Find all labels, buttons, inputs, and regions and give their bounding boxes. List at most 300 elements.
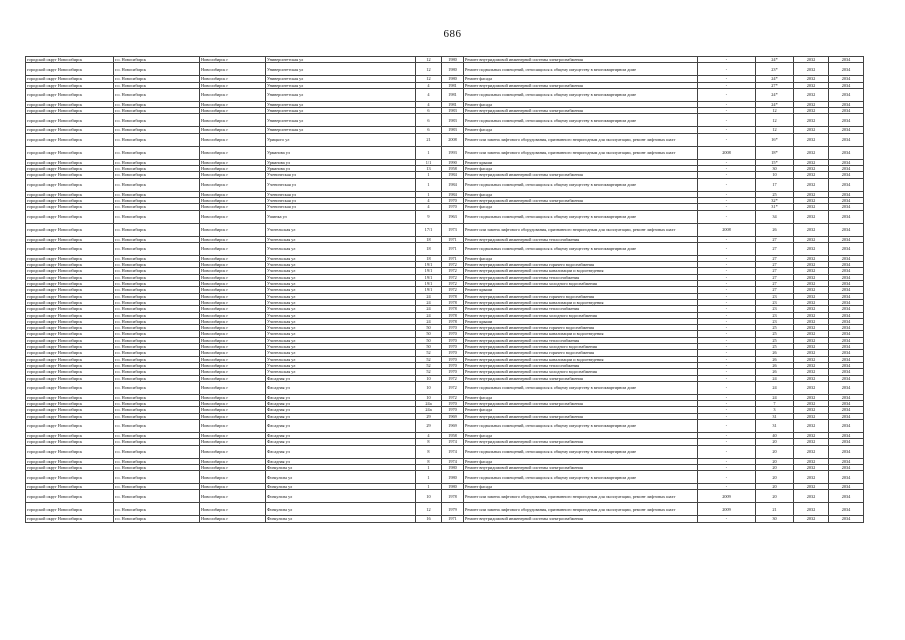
street-cell: Ученическая ул (266, 204, 416, 210)
plan-start-cell: 2032 (794, 197, 829, 203)
wear-cell: 10 (756, 172, 794, 178)
wear-cell: 12 (756, 127, 794, 133)
plan-end-cell: 2034 (829, 108, 864, 114)
work-type-cell: Ремонт подвальных помещений, относящихся к общему имуществу в многоквартирном доме (464, 419, 698, 432)
wear-cell: 26 (756, 369, 794, 375)
street-cell: Фасадная ул (266, 413, 416, 419)
year-built-cell: 1970 (442, 197, 464, 203)
year-built-cell: 1981 (442, 88, 464, 101)
municipality-cell: городской округ Новосибирск (26, 82, 114, 88)
municipality-cell: городской округ Новосибирск (26, 331, 114, 337)
last-repair-cell: - (698, 88, 756, 101)
street-cell: Урицкого ул (266, 133, 416, 146)
plan-end-cell: 2034 (829, 419, 864, 432)
work-type-cell: Ремонт подвальных помещений, относящихся к общему имуществу в многоквартирном доме (464, 63, 698, 76)
district-cell: г.о. Новосибирск (114, 419, 200, 432)
table-row (26, 419, 864, 432)
district-cell: г.о. Новосибирск (114, 166, 200, 172)
work-type-cell: Ремонт внутридомовой инженерной системы электроснабжения (464, 172, 698, 178)
plan-start-cell: 2032 (794, 413, 829, 419)
street-cell: Учительская ул (266, 362, 416, 368)
plan-end-cell: 2034 (829, 191, 864, 197)
plan-start-cell: 2032 (794, 236, 829, 242)
house-number-cell: 13 (416, 166, 442, 172)
municipality-cell: городской округ Новосибирск (26, 223, 114, 236)
district-cell: г.о. Новосибирск (114, 101, 200, 107)
year-built-cell: 1970 (442, 337, 464, 343)
wear-cell: 17 (756, 178, 794, 191)
district-cell: г.о. Новосибирск (114, 172, 200, 178)
year-built-cell: 1971 (442, 255, 464, 261)
last-repair-cell: - (698, 281, 756, 287)
work-type-cell: Ремонт внутридомовой инженерной системы канализации и водоотведения (464, 331, 698, 337)
table-row (26, 133, 864, 146)
municipality-cell: городской округ Новосибирск (26, 191, 114, 197)
last-repair-cell: - (698, 419, 756, 432)
table-row (26, 490, 864, 503)
municipality-cell: городской округ Новосибирск (26, 166, 114, 172)
house-number-cell: 8 (416, 439, 442, 445)
street-cell: Университетская ул (266, 127, 416, 133)
municipality-cell: городской округ Новосибирск (26, 394, 114, 400)
district-cell: г.о. Новосибирск (114, 325, 200, 331)
plan-end-cell: 2034 (829, 344, 864, 350)
plan-end-cell: 2034 (829, 362, 864, 368)
wear-cell: 30 (756, 166, 794, 172)
wear-cell: 30 (756, 516, 794, 522)
wear-cell: 15* (756, 159, 794, 165)
city-cell: Новосибирск г (200, 159, 266, 165)
city-cell: Новосибирск г (200, 337, 266, 343)
year-built-cell: 1978 (442, 312, 464, 318)
district-cell: г.о. Новосибирск (114, 369, 200, 375)
street-cell: Ученическая ул (266, 172, 416, 178)
municipality-cell: городской округ Новосибирск (26, 516, 114, 522)
last-repair-cell: - (698, 439, 756, 445)
street-cell: Учительская ул (266, 281, 416, 287)
table-row (26, 88, 864, 101)
year-built-cell: 1972 (442, 281, 464, 287)
city-cell: Новосибирск г (200, 281, 266, 287)
plan-start-cell: 2032 (794, 401, 829, 407)
last-repair-cell: - (698, 262, 756, 268)
wear-cell: 20 (756, 471, 794, 484)
wear-cell: 27 (756, 281, 794, 287)
street-cell: Ученическая ул (266, 191, 416, 197)
plan-start-cell: 2032 (794, 287, 829, 293)
house-number-cell: 12 (416, 503, 442, 516)
house-number-cell: 12 (416, 63, 442, 76)
street-cell: Университетская ул (266, 88, 416, 101)
year-built-cell: 1971 (442, 516, 464, 522)
district-cell: г.о. Новосибирск (114, 108, 200, 114)
plan-end-cell: 2034 (829, 306, 864, 312)
municipality-cell: городской округ Новосибирск (26, 419, 114, 432)
wear-cell: 27 (756, 274, 794, 280)
district-cell: г.о. Новосибирск (114, 191, 200, 197)
house-number-cell: 19/1 (416, 274, 442, 280)
wear-cell: 7 (756, 401, 794, 407)
plan-start-cell: 2032 (794, 356, 829, 362)
plan-end-cell: 2034 (829, 63, 864, 76)
year-built-cell: 1978 (442, 293, 464, 299)
wear-cell: 20 (756, 445, 794, 458)
city-cell: Новосибирск г (200, 407, 266, 413)
plan-start-cell: 2032 (794, 337, 829, 343)
plan-end-cell: 2034 (829, 57, 864, 63)
plan-start-cell: 2032 (794, 268, 829, 274)
table-row (26, 114, 864, 127)
plan-end-cell: 2034 (829, 159, 864, 165)
last-repair-cell: - (698, 369, 756, 375)
plan-end-cell: 2034 (829, 407, 864, 413)
city-cell: Новосибирск г (200, 268, 266, 274)
street-cell: Учительская ул (266, 325, 416, 331)
year-built-cell: 1983 (442, 108, 464, 114)
plan-end-cell: 2034 (829, 281, 864, 287)
year-built-cell: 1972 (442, 287, 464, 293)
work-type-cell: Ремонт фасада (464, 407, 698, 413)
municipality-cell: городской округ Новосибирск (26, 197, 114, 203)
district-cell: г.о. Новосибирск (114, 356, 200, 362)
house-number-cell: 1/1 (416, 159, 442, 165)
house-number-cell: 1 (416, 172, 442, 178)
street-cell: Учительская ул (266, 223, 416, 236)
work-type-cell: Ремонт внутридомовой инженерной системы электроснабжения (464, 375, 698, 381)
wear-cell: 40 (756, 432, 794, 438)
house-number-cell: 18 (416, 242, 442, 255)
house-number-cell: 4 (416, 197, 442, 203)
work-type-cell: Ремонт фасада (464, 166, 698, 172)
last-repair-cell: - (698, 274, 756, 280)
plan-end-cell: 2034 (829, 268, 864, 274)
year-built-cell: 1984 (442, 191, 464, 197)
street-cell: Урманова ул (266, 146, 416, 159)
work-type-cell: Ремонт внутридомовой инженерной системы теплоснабжения (464, 236, 698, 242)
wear-cell: 23 (756, 306, 794, 312)
plan-start-cell: 2032 (794, 57, 829, 63)
district-cell: г.о. Новосибирск (114, 133, 200, 146)
district-cell: г.о. Новосибирск (114, 268, 200, 274)
street-cell: Фасадная ул (266, 375, 416, 381)
municipality-cell: городской округ Новосибирск (26, 63, 114, 76)
district-cell: г.о. Новосибирск (114, 432, 200, 438)
plan-end-cell: 2034 (829, 445, 864, 458)
table-row (26, 445, 864, 458)
house-number-cell: 10 (416, 375, 442, 381)
municipality-cell: городской округ Новосибирск (26, 133, 114, 146)
work-type-cell: Ремонт внутридомовой инженерной системы теплоснабжения (464, 306, 698, 312)
work-type-cell: Ремонт фасада (464, 394, 698, 400)
work-type-cell: Ремонт внутридомовой инженерной системы электроснабжения (464, 516, 698, 522)
district-cell: г.о. Новосибирск (114, 503, 200, 516)
municipality-cell: городской округ Новосибирск (26, 306, 114, 312)
district-cell: г.о. Новосибирск (114, 331, 200, 337)
street-cell: Учительская ул (266, 369, 416, 375)
plan-start-cell: 2032 (794, 114, 829, 127)
street-cell: Учительская ул (266, 350, 416, 356)
city-cell: Новосибирск г (200, 432, 266, 438)
work-type-cell: Ремонт или замена лифтового оборудования, признанного непригодным для эксплуатации, ремонт лифтовых шахт (464, 490, 698, 503)
municipality-cell: городской округ Новосибирск (26, 369, 114, 375)
district-cell: г.о. Новосибирск (114, 375, 200, 381)
plan-start-cell: 2032 (794, 312, 829, 318)
plan-start-cell: 2032 (794, 464, 829, 470)
house-number-cell: 10 (416, 381, 442, 394)
last-repair-cell: - (698, 191, 756, 197)
street-cell: Фасадная ул (266, 439, 416, 445)
table-row (26, 381, 864, 394)
plan-end-cell: 2034 (829, 375, 864, 381)
capital-repair-table (25, 56, 864, 523)
work-type-cell: Ремонт внутридомовой инженерной системы электроснабжения (464, 401, 698, 407)
table-body (26, 57, 864, 523)
last-repair-cell: 2008 (698, 146, 756, 159)
wear-cell: 23 (756, 318, 794, 324)
street-cell: Университетская ул (266, 114, 416, 127)
house-number-cell: 4 (416, 432, 442, 438)
plan-start-cell: 2032 (794, 344, 829, 350)
house-number-cell: 24 (416, 299, 442, 305)
work-type-cell: Ремонт подвальных помещений, относящихся к общему имуществу в многоквартирном доме (464, 114, 698, 127)
work-type-cell: Ремонт крыши (464, 318, 698, 324)
plan-start-cell: 2032 (794, 293, 829, 299)
house-number-cell: 24 (416, 306, 442, 312)
city-cell: Новосибирск г (200, 57, 266, 63)
plan-end-cell: 2034 (829, 394, 864, 400)
plan-start-cell: 2032 (794, 172, 829, 178)
plan-end-cell: 2034 (829, 76, 864, 82)
municipality-cell: городской округ Новосибирск (26, 432, 114, 438)
house-number-cell: 12 (416, 57, 442, 63)
street-cell: Учительская ул (266, 331, 416, 337)
work-type-cell: Ремонт внутридомовой инженерной системы электроснабжения (464, 413, 698, 419)
plan-end-cell: 2034 (829, 172, 864, 178)
plan-end-cell: 2034 (829, 204, 864, 210)
city-cell: Новосибирск г (200, 101, 266, 107)
municipality-cell: городской округ Новосибирск (26, 344, 114, 350)
house-number-cell: 8 (416, 445, 442, 458)
wear-cell: 25 (756, 325, 794, 331)
wear-cell: 23 (756, 293, 794, 299)
wear-cell: 24* (756, 101, 794, 107)
city-cell: Новосибирск г (200, 375, 266, 381)
district-cell: г.о. Новосибирск (114, 439, 200, 445)
wear-cell: 27 (756, 287, 794, 293)
table-row (26, 210, 864, 223)
year-built-cell: 1979 (442, 503, 464, 516)
municipality-cell: городской округ Новосибирск (26, 57, 114, 63)
street-cell: Физкульты ул (266, 484, 416, 490)
last-repair-cell: - (698, 362, 756, 368)
city-cell: Новосибирск г (200, 445, 266, 458)
city-cell: Новосибирск г (200, 299, 266, 305)
plan-start-cell: 2032 (794, 210, 829, 223)
house-number-cell: 4 (416, 101, 442, 107)
city-cell: Новосибирск г (200, 197, 266, 203)
municipality-cell: городской округ Новосибирск (26, 101, 114, 107)
district-cell: г.о. Новосибирск (114, 57, 200, 63)
plan-start-cell: 2032 (794, 178, 829, 191)
year-built-cell: 1958 (442, 432, 464, 438)
city-cell: Новосибирск г (200, 242, 266, 255)
plan-start-cell: 2032 (794, 407, 829, 413)
plan-start-cell: 2032 (794, 242, 829, 255)
work-type-cell: Ремонт фасада (464, 191, 698, 197)
city-cell: Новосибирск г (200, 63, 266, 76)
municipality-cell: городской округ Новосибирск (26, 281, 114, 287)
street-cell: Учительская ул (266, 356, 416, 362)
municipality-cell: городской округ Новосибирск (26, 356, 114, 362)
plan-end-cell: 2034 (829, 337, 864, 343)
street-cell: Ушинка ул (266, 210, 416, 223)
city-cell: Новосибирск г (200, 394, 266, 400)
work-type-cell: Ремонт фасада (464, 255, 698, 261)
district-cell: г.о. Новосибирск (114, 306, 200, 312)
year-built-cell: 1970 (442, 401, 464, 407)
plan-end-cell: 2034 (829, 432, 864, 438)
wear-cell: 25 (756, 337, 794, 343)
wear-cell: 31* (756, 204, 794, 210)
work-type-cell: Ремонт внутридомовой инженерной системы электроснабжения (464, 82, 698, 88)
house-number-cell: 1 (416, 464, 442, 470)
city-cell: Новосибирск г (200, 464, 266, 470)
street-cell: Учительская ул (266, 268, 416, 274)
plan-end-cell: 2034 (829, 287, 864, 293)
plan-end-cell: 2034 (829, 146, 864, 159)
last-repair-cell: - (698, 210, 756, 223)
last-repair-cell: - (698, 432, 756, 438)
work-type-cell: Ремонт внутридомовой инженерной системы теплоснабжения (464, 362, 698, 368)
street-cell: Урманова ул (266, 166, 416, 172)
table-row (26, 471, 864, 484)
street-cell: Учительская ул (266, 344, 416, 350)
city-cell: Новосибирск г (200, 114, 266, 127)
municipality-cell: городской округ Новосибирск (26, 325, 114, 331)
street-cell: Фасадная ул (266, 401, 416, 407)
wear-cell: 24 (756, 375, 794, 381)
plan-end-cell: 2034 (829, 293, 864, 299)
street-cell: Ученическая ул (266, 197, 416, 203)
last-repair-cell: - (698, 76, 756, 82)
wear-cell: 16* (756, 133, 794, 146)
year-built-cell: 1978 (442, 318, 464, 324)
plan-end-cell: 2034 (829, 255, 864, 261)
year-built-cell: 1993 (442, 146, 464, 159)
city-cell: Новосибирск г (200, 306, 266, 312)
district-cell: г.о. Новосибирск (114, 516, 200, 522)
street-cell: Фасадная ул (266, 419, 416, 432)
plan-end-cell: 2034 (829, 464, 864, 470)
work-type-cell: Ремонт внутридомовой инженерной системы канализации и водоотведения (464, 268, 698, 274)
house-number-cell: 52 (416, 369, 442, 375)
year-built-cell: 1969 (442, 419, 464, 432)
plan-start-cell: 2032 (794, 331, 829, 337)
last-repair-cell: 2009 (698, 503, 756, 516)
wear-cell: 31 (756, 419, 794, 432)
street-cell: Университетская ул (266, 57, 416, 63)
municipality-cell: городской округ Новосибирск (26, 350, 114, 356)
city-cell: Новосибирск г (200, 490, 266, 503)
wear-cell: 26 (756, 356, 794, 362)
street-cell: Учительская ул (266, 293, 416, 299)
house-number-cell: 19/1 (416, 268, 442, 274)
municipality-cell: городской округ Новосибирск (26, 407, 114, 413)
last-repair-cell: - (698, 458, 756, 464)
plan-end-cell: 2034 (829, 82, 864, 88)
plan-end-cell: 2034 (829, 274, 864, 280)
street-cell: Университетская ул (266, 82, 416, 88)
plan-start-cell: 2032 (794, 381, 829, 394)
house-number-cell: 4 (416, 88, 442, 101)
district-cell: г.о. Новосибирск (114, 146, 200, 159)
house-number-cell: 24а (416, 401, 442, 407)
house-number-cell: 19/1 (416, 262, 442, 268)
street-cell: Учительская ул (266, 312, 416, 318)
city-cell: Новосибирск г (200, 344, 266, 350)
municipality-cell: городской округ Новосибирск (26, 268, 114, 274)
district-cell: г.о. Новосибирск (114, 236, 200, 242)
year-built-cell: 1980 (442, 63, 464, 76)
house-number-cell: 9 (416, 210, 442, 223)
plan-start-cell: 2032 (794, 133, 829, 146)
district-cell: г.о. Новосибирск (114, 381, 200, 394)
district-cell: г.о. Новосибирск (114, 445, 200, 458)
year-built-cell: 1970 (442, 331, 464, 337)
last-repair-cell: - (698, 464, 756, 470)
wear-cell: 34 (756, 210, 794, 223)
district-cell: г.о. Новосибирск (114, 127, 200, 133)
municipality-cell: городской округ Новосибирск (26, 337, 114, 343)
last-repair-cell: - (698, 337, 756, 343)
wear-cell: 32* (756, 197, 794, 203)
district-cell: г.о. Новосибирск (114, 413, 200, 419)
work-type-cell: Ремонт внутридомовой инженерной системы канализации и водоотведения (464, 299, 698, 305)
year-built-cell: 1983 (442, 114, 464, 127)
municipality-cell: городской округ Новосибирск (26, 172, 114, 178)
plan-end-cell: 2034 (829, 166, 864, 172)
city-cell: Новосибирск г (200, 262, 266, 268)
district-cell: г.о. Новосибирск (114, 88, 200, 101)
district-cell: г.о. Новосибирск (114, 394, 200, 400)
wear-cell: 20 (756, 490, 794, 503)
plan-start-cell: 2032 (794, 318, 829, 324)
city-cell: Новосибирск г (200, 210, 266, 223)
municipality-cell: городской округ Новосибирск (26, 401, 114, 407)
municipality-cell: городской округ Новосибирск (26, 471, 114, 484)
street-cell: Университетская ул (266, 108, 416, 114)
year-built-cell: 1963 (442, 210, 464, 223)
house-number-cell: 17/1 (416, 223, 442, 236)
municipality-cell: городской округ Новосибирск (26, 108, 114, 114)
work-type-cell: Ремонт внутридомовой инженерной системы электроснабжения (464, 197, 698, 203)
house-number-cell: 24а (416, 407, 442, 413)
municipality-cell: городской округ Новосибирск (26, 159, 114, 165)
last-repair-cell: - (698, 204, 756, 210)
plan-start-cell: 2032 (794, 108, 829, 114)
work-type-cell: Ремонт фасада (464, 101, 698, 107)
year-built-cell: 1981 (442, 82, 464, 88)
work-type-cell: Ремонт внутридомовой инженерной системы горячего водоснабжения (464, 325, 698, 331)
district-cell: г.о. Новосибирск (114, 204, 200, 210)
year-built-cell: 1983 (442, 127, 464, 133)
municipality-cell: городской округ Новосибирск (26, 490, 114, 503)
municipality-cell: городской округ Новосибирск (26, 299, 114, 305)
wear-cell: 25 (756, 344, 794, 350)
year-built-cell: 1978 (442, 490, 464, 503)
plan-start-cell: 2032 (794, 204, 829, 210)
city-cell: Новосибирск г (200, 318, 266, 324)
